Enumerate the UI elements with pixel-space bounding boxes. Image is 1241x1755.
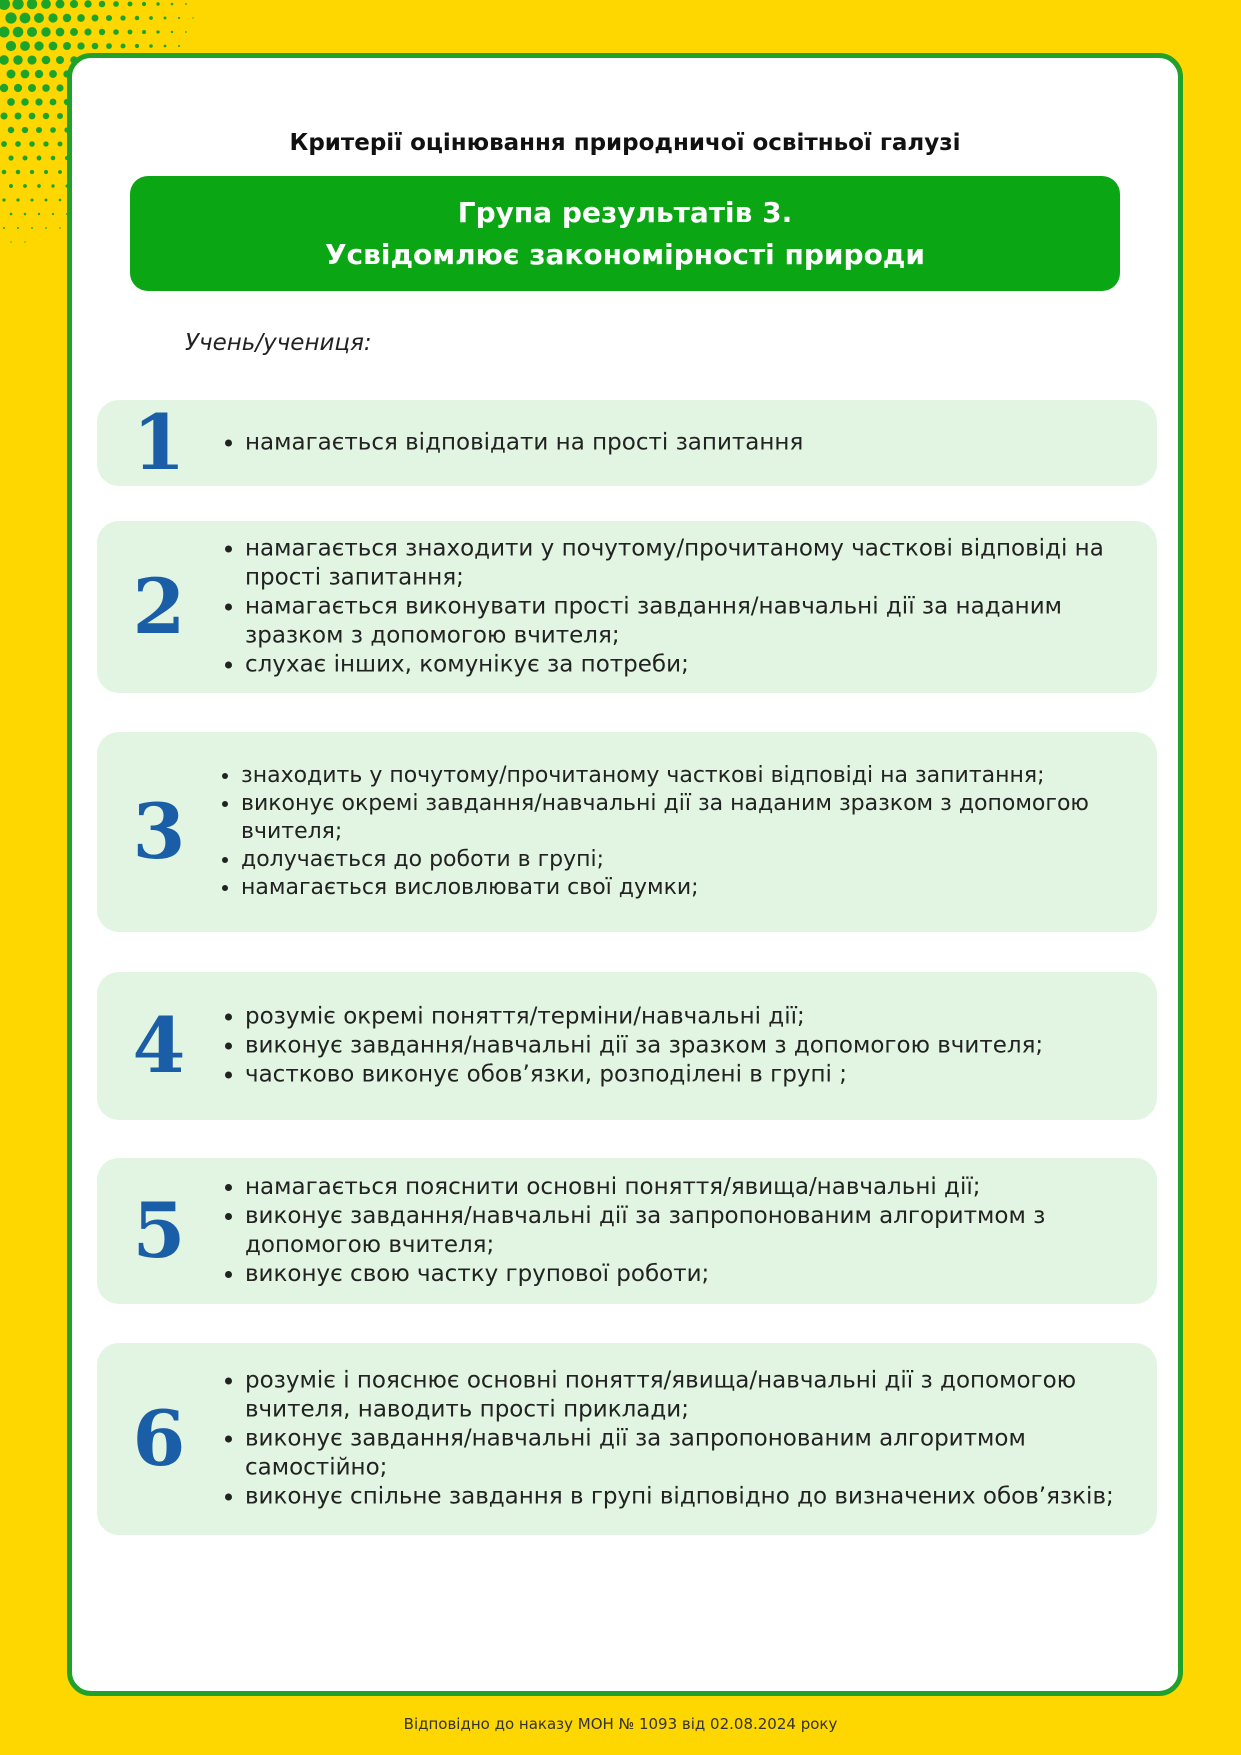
criterion-item: • долучається до роботи в групі; bbox=[241, 846, 1137, 874]
criterion-item: • виконує завдання/навчальні дії за запропонованим алгоритмом з допомогою вчителя; bbox=[245, 1202, 1137, 1260]
page-title: Критерії оцінювання природничої освітньої галузі bbox=[289, 130, 961, 156]
content-card bbox=[67, 53, 1183, 1696]
criterion-item: • слухає інших, комунікує за потреби; bbox=[245, 651, 1137, 680]
level-3-block bbox=[97, 732, 1157, 932]
banner-line-1: Група результатів 3. bbox=[457, 195, 793, 229]
criterion-item: • знаходить у почутому/прочитаному часткові відповіді на запитання; bbox=[241, 762, 1137, 790]
criterion-item: • розуміє окремі поняття/терміни/навчальні дії; bbox=[245, 1003, 1137, 1032]
level-4-block bbox=[97, 972, 1157, 1120]
criterion-item: • виконує спільне завдання в групі відповідно до визначених обов’язків; bbox=[245, 1483, 1137, 1512]
criterion-item: • намагається пояснити основні поняття/явища/навчальні дії; bbox=[245, 1173, 1137, 1202]
level-5-block bbox=[97, 1158, 1157, 1304]
criterion-item: • намагається виконувати прості завдання/навчальні дії за наданим зразком з допомогою вчителя; bbox=[245, 593, 1137, 651]
criterion-item: • виконує свою частку групової роботи; bbox=[245, 1260, 1137, 1289]
footer-note: Відповідно до наказу МОН № 1093 від 02.08.2024 року bbox=[403, 1715, 838, 1733]
level-number: 3 bbox=[132, 787, 186, 876]
banner-line-2: Усвідомлює закономірності природи bbox=[324, 237, 926, 271]
level-number: 2 bbox=[132, 562, 186, 651]
subject-label: Учень/учениця: bbox=[185, 330, 372, 356]
criterion-item: • виконує завдання/навчальні дії за зразком з допомогою вчителя; bbox=[245, 1032, 1137, 1061]
criterion-item: • виконує окремі завдання/навчальні дії за наданим зразком з допомогою вчителя; bbox=[241, 790, 1137, 846]
level-number: 4 bbox=[132, 1001, 186, 1090]
level-2-block bbox=[97, 521, 1157, 693]
criteria-list bbox=[209, 535, 1137, 680]
criterion-item: • частково виконує обов’язки, розподілені в групі ; bbox=[245, 1061, 1137, 1090]
level-1-block bbox=[97, 400, 1157, 486]
criterion-item: • виконує завдання/навчальні дії за запропонованим алгоритмом самостійно; bbox=[245, 1425, 1137, 1483]
level-number: 5 bbox=[132, 1186, 186, 1275]
criteria-list bbox=[209, 1367, 1137, 1512]
level-6-block bbox=[97, 1343, 1157, 1535]
criterion-item: • намагається висловлювати свої думки; bbox=[241, 874, 1137, 902]
criterion-item: • намагається відповідати на прості запитання bbox=[245, 429, 1137, 458]
criteria-list bbox=[209, 762, 1137, 902]
criterion-item: • намагається знаходити у почутому/прочитаному часткові відповіді на прості запитання; bbox=[245, 535, 1137, 593]
level-number: 1 bbox=[132, 398, 186, 487]
level-number: 6 bbox=[132, 1394, 186, 1483]
criteria-list bbox=[209, 429, 1137, 458]
criteria-list bbox=[209, 1173, 1137, 1289]
criterion-item: • розуміє і пояснює основні поняття/явища/навчальні дії з допомогою вчителя, наводить прості приклади; bbox=[245, 1367, 1137, 1425]
results-group-banner bbox=[130, 176, 1120, 291]
criteria-list bbox=[209, 1003, 1137, 1090]
